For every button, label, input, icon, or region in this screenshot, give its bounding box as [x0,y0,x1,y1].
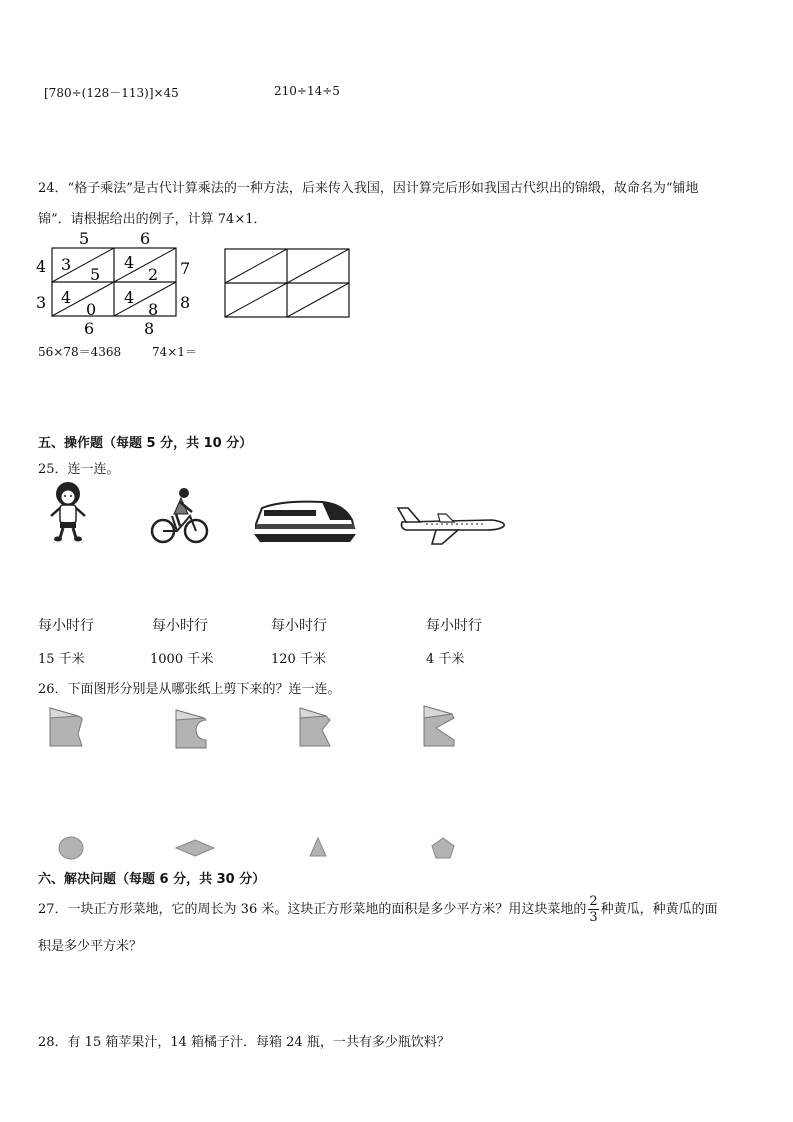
q27-text-line1 [38,894,718,925]
speed-label-line1: 每小时行 [426,618,482,634]
expression-1: [780÷(128－113)]×45 [44,86,179,100]
circle-shape[interactable] [58,836,86,862]
lattice-example-grid [30,228,200,338]
grid-cell-ones: 0 [86,300,97,319]
paper-cut-shape-2[interactable] [174,708,210,750]
speed-label-value: 1000 千米 [150,652,214,667]
q27-text-line2: 积是多少平方米？ [38,939,143,954]
speed-label-value: 120 千米 [271,652,326,667]
fraction-two-thirds [588,894,598,925]
q24-text-line2: 锦”．请根据给出的例子，计算 74×1． [38,212,267,227]
fraction-denominator: 3 [589,910,598,925]
grid-cell-ones: 8 [148,300,159,319]
grid-right-digit: 7 [180,259,191,278]
q27-text-part2: 种黄瓜，种黄瓜的面 [600,902,718,917]
q27-text-part1: 27．一块正方形菜地，它的周长为 36 米。这块正方形菜地的面积是多少平方米？用这块菜地的 [38,902,587,917]
section-5-title: 五、操作题（每题 5 分，共 10 分） [38,436,253,451]
pentagon-shape[interactable] [430,836,456,860]
example-result: 56×78＝4368 [38,345,122,359]
cyclist-icon[interactable] [150,486,210,548]
q24-question: 74×1＝ [152,345,197,359]
child-walking-icon[interactable] [46,480,90,542]
grid-cell-ones: 5 [90,265,101,284]
q28-text: 28．有 15 箱苹果汁，14 箱橘子汁．每箱 24 瓶，一共有多少瓶饮料？ [38,1035,450,1050]
expression-2: 210÷14÷5 [274,84,340,98]
grid-cell-tens: 4 [124,288,135,307]
grid-right-digit: 8 [180,293,191,312]
grid-cell-ones: 2 [148,265,159,284]
paper-cut-shape-3[interactable] [298,706,334,750]
speed-label-value: 4 千米 [426,652,465,667]
paper-cut-shape-1[interactable] [48,706,84,750]
grid-cell-tens: 4 [124,253,135,272]
q24-text-line1: 24．“格子乘法”是古代计算乘法的一种方法，后来传入我国，因计算完后形如我国古代织出的锦缎，故命名为“铺地 [38,181,699,196]
grid-bottom-digit: 8 [144,319,155,338]
grid-top-digit: 6 [140,229,151,248]
airplane-icon[interactable] [396,502,508,546]
grid-cell-tens: 4 [61,288,72,307]
speed-label-line1: 每小时行 [271,618,327,634]
grid-left-digit: 3 [36,293,47,312]
paper-cut-shape-4[interactable] [422,704,458,748]
train-icon[interactable] [252,494,358,544]
grid-top-digit: 5 [79,229,90,248]
speed-label-line1: 每小时行 [38,618,94,634]
fraction-numerator: 2 [589,894,598,909]
lattice-blank-grid[interactable] [224,248,352,320]
rhombus-shape[interactable] [174,838,216,858]
section-6-title: 六、解决问题（每题 6 分，共 30 分） [38,872,266,887]
grid-bottom-digit: 6 [84,319,95,338]
speed-label-line1: 每小时行 [152,618,208,634]
q25-text: 25．连一连。 [38,462,120,477]
grid-cell-tens: 3 [61,255,72,274]
speed-label-value: 15 千米 [38,652,85,667]
grid-left-digit: 4 [36,257,47,276]
triangle-shape[interactable] [308,836,328,858]
q26-text: 26．下面图形分别是从哪张纸上剪下来的？连一连。 [38,682,341,697]
